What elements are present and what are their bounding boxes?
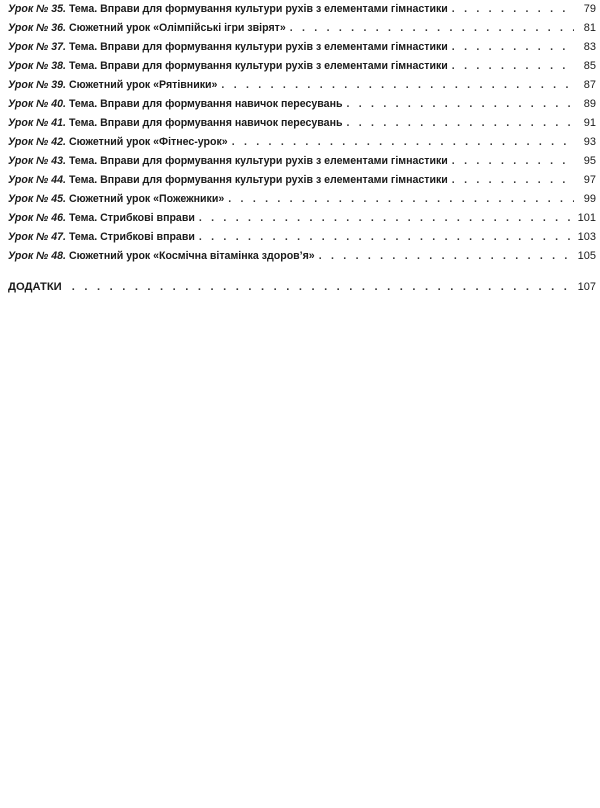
toc-entry	[8, 57, 596, 76]
toc-entry	[8, 133, 596, 152]
dot-leader	[452, 0, 574, 19]
lesson-number: Урок № 42.	[8, 136, 66, 148]
dot-leader	[199, 209, 574, 228]
lesson-number: Урок № 43.	[8, 155, 66, 167]
dot-leader	[452, 171, 574, 190]
lesson-title: Тема. Вправи для формування навичок пересувань	[68, 98, 343, 110]
toc-entry	[8, 19, 596, 38]
dot-leader	[199, 228, 574, 247]
table-of-contents	[8, 0, 596, 266]
toc-entry	[8, 190, 596, 209]
lesson-number: Урок № 46.	[8, 212, 66, 224]
page-number: 103	[577, 231, 596, 243]
toc-entry	[8, 152, 596, 171]
appendix-label: ДОДАТКИ	[8, 281, 62, 293]
dot-leader	[452, 38, 574, 57]
lesson-title: Тема. Стрибкові вправи	[68, 212, 195, 224]
page-number: 89	[583, 98, 596, 110]
page-number: 93	[583, 136, 596, 148]
lesson-title: Тема. Вправи для формування культури рухів з елементами гімнастики	[68, 155, 448, 167]
toc-entry	[8, 209, 596, 228]
lesson-number: Урок № 36.	[8, 22, 66, 34]
dot-leader	[452, 57, 574, 76]
page-number: 85	[583, 60, 596, 72]
toc-entry	[8, 76, 596, 95]
dot-leader	[232, 133, 574, 152]
page-number: 83	[583, 41, 596, 53]
toc-appendix-entry	[8, 277, 596, 297]
lesson-title: Тема. Вправи для формування культури рухів з елементами гімнастики	[68, 41, 448, 53]
lesson-number: Урок № 41.	[8, 117, 66, 129]
lesson-number: Урок № 45.	[8, 193, 66, 205]
page-number: 105	[577, 250, 596, 262]
dot-leader	[72, 277, 574, 297]
toc-entry	[8, 114, 596, 133]
dot-leader	[319, 247, 574, 266]
lesson-title: Тема. Вправи для формування навичок пересувань	[68, 117, 343, 129]
toc-entry	[8, 228, 596, 247]
lesson-title: Сюжетний урок «Пожежники»	[68, 193, 225, 205]
page-number: 91	[583, 117, 596, 129]
toc-entry	[8, 38, 596, 57]
lesson-number: Урок № 37.	[8, 41, 66, 53]
lesson-title: Сюжетний урок «Олімпійські ігри звірят»	[68, 22, 286, 34]
page-number: 95	[583, 155, 596, 167]
page-number: 107	[577, 281, 596, 293]
lesson-number: Урок № 35.	[8, 3, 66, 15]
page-number: 79	[583, 3, 596, 15]
lesson-number: Урок № 47.	[8, 231, 66, 243]
lesson-title: Тема. Вправи для формування культури рухів з елементами гімнастики	[68, 174, 448, 186]
page-number: 97	[583, 174, 596, 186]
toc-entry	[8, 95, 596, 114]
lesson-title: Сюжетний урок «Фітнес-урок»	[68, 136, 228, 148]
toc-entry	[8, 171, 596, 190]
lesson-title: Тема. Вправи для формування культури рухів з елементами гімнастики	[68, 60, 448, 72]
lesson-number: Урок № 40.	[8, 98, 66, 110]
dot-leader	[290, 19, 574, 38]
lesson-title: Тема. Стрибкові вправи	[68, 231, 195, 243]
page-number: 87	[583, 79, 596, 91]
dot-leader	[346, 114, 574, 133]
toc-entry	[8, 0, 596, 19]
lesson-title: Сюжетний урок «Рятівники»	[68, 79, 218, 91]
page-number: 99	[583, 193, 596, 205]
page-number: 81	[583, 22, 596, 34]
lesson-number: Урок № 39.	[8, 79, 66, 91]
toc-entry	[8, 247, 596, 266]
lesson-number: Урок № 38.	[8, 60, 66, 72]
dot-leader	[221, 76, 574, 95]
lesson-number: Урок № 44.	[8, 174, 66, 186]
dot-leader	[346, 95, 574, 114]
dot-leader	[228, 190, 574, 209]
lesson-title: Тема. Вправи для формування культури рухів з елементами гімнастики	[68, 3, 448, 15]
lesson-title: Сюжетний урок «Космічна вітамінка здоров’я»	[68, 250, 315, 262]
page-number: 101	[577, 212, 596, 224]
dot-leader	[452, 152, 574, 171]
lesson-number: Урок № 48.	[8, 250, 66, 262]
